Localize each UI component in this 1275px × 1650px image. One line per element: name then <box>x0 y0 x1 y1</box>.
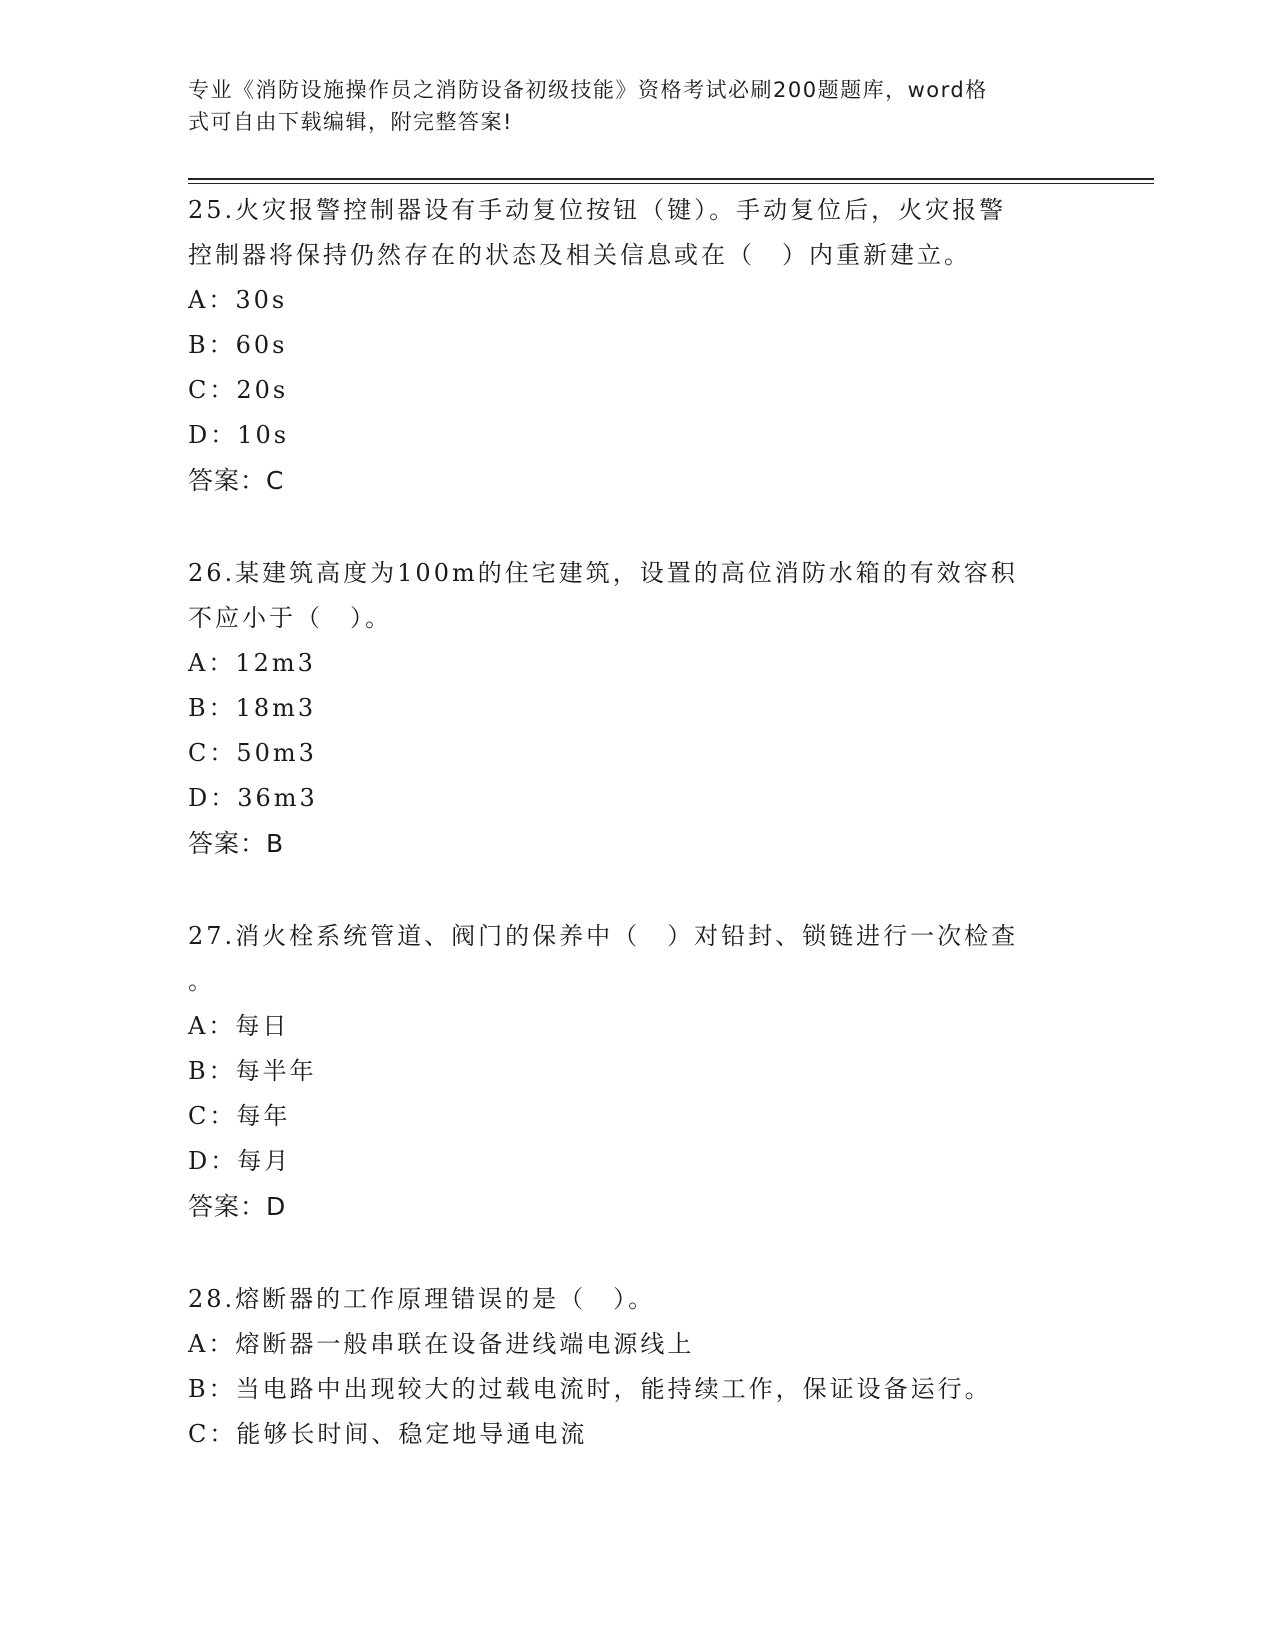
answer-label: 答案：C <box>188 466 285 495</box>
option-a: A：30s <box>188 286 288 314</box>
option-b: B：每半年 <box>188 1057 317 1085</box>
header-line-2: 式可自由下载编辑，附完整答案! <box>188 110 513 134</box>
question-stem-line: 控制器将保持仍然存在的状态及相关信息或在（ ）内重新建立。 <box>188 241 971 269</box>
header-divider-thin <box>188 183 1154 184</box>
answer-label: 答案：B <box>188 829 285 858</box>
option-b: B：当电路中出现较大的过载电流时，能持续工作，保证设备运行。 <box>188 1375 992 1403</box>
header-line-1: 专业《消防设施操作员之消防设备初级技能》资格考试必刷200题题库，word格 <box>188 78 988 102</box>
answer-label: 答案：D <box>188 1192 287 1221</box>
question-stem-line: 28.熔断器的工作原理错误的是（ ）。 <box>188 1285 656 1313</box>
option-c: C：每年 <box>188 1102 291 1130</box>
option-a: A：12m3 <box>188 649 316 677</box>
option-d: D：36m3 <box>188 784 318 812</box>
question-stem-line: 。 <box>188 967 215 995</box>
option-c: C：50m3 <box>188 739 317 767</box>
document-header <box>188 74 1068 138</box>
question-stem-line: 27.消火栓系统管道、阀门的保养中（ ）对铅封、锁链进行一次检查 <box>188 922 1019 950</box>
option-c: C：能够长时间、稳定地导通电流 <box>188 1420 588 1448</box>
option-d: D：10s <box>188 421 290 449</box>
option-b: B：18m3 <box>188 694 317 722</box>
question-stem-line: 25.火灾报警控制器设有手动复位按钮（键）。手动复位后，火灾报警 <box>188 196 1007 224</box>
question-28 <box>188 1277 1088 1457</box>
option-c: C：20s <box>188 376 289 404</box>
question-26 <box>188 551 1088 866</box>
question-stem-line: 26.某建筑高度为100m的住宅建筑，设置的高位消防水箱的有效容积 <box>188 559 1018 587</box>
header-divider-thick <box>188 178 1154 180</box>
option-d: D：每月 <box>188 1147 292 1175</box>
question-25 <box>188 188 1088 503</box>
option-b: B：60s <box>188 331 288 359</box>
question-stem-line: 不应小于（ ）。 <box>188 604 392 632</box>
option-a: A：熔断器一般串联在设备进线端电源线上 <box>188 1330 695 1358</box>
question-27 <box>188 914 1088 1229</box>
option-a: A：每日 <box>188 1012 290 1040</box>
